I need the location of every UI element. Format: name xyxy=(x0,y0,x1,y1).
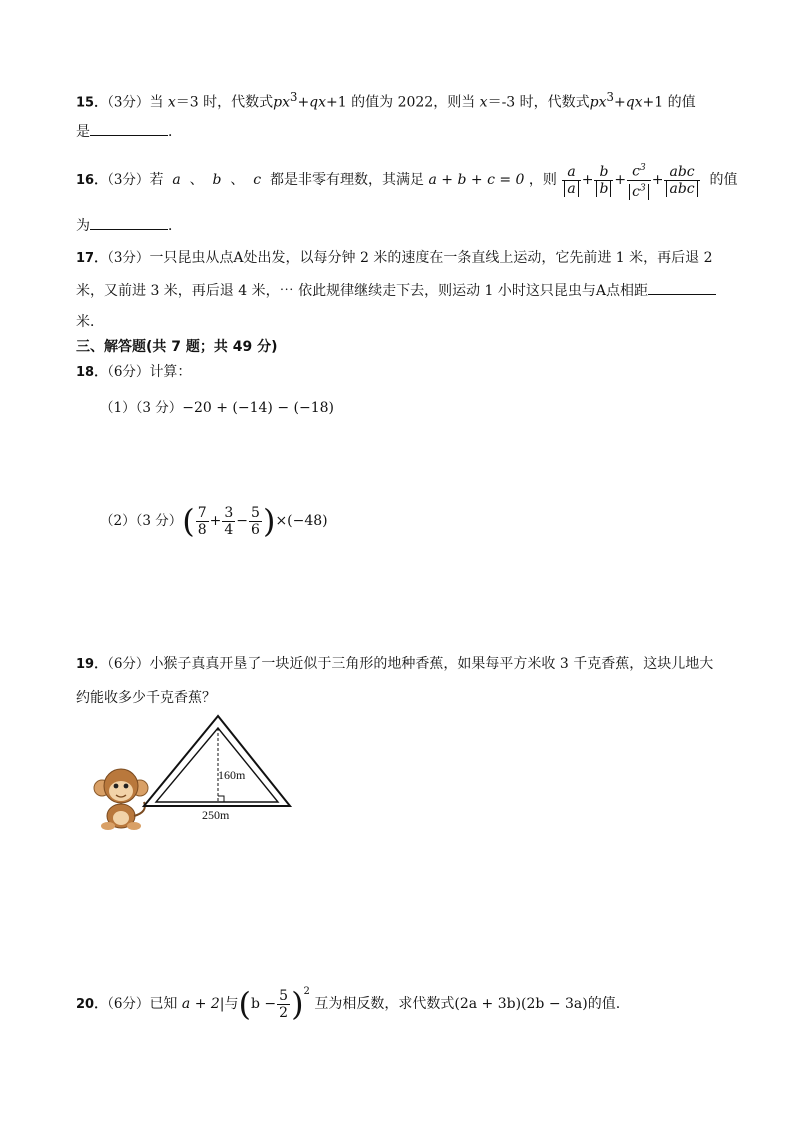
exponent: 3 xyxy=(290,90,298,104)
op-plus: + xyxy=(581,172,594,189)
question-number: 15． xyxy=(76,95,108,111)
question-text: 小猴子真真开垦了一块近似于三角形的地种香蕉，如果每平方米收 3 千克香蕉，这块儿地大 xyxy=(149,656,714,672)
fraction-b xyxy=(594,164,613,197)
fraction-5-6 xyxy=(249,505,262,538)
question-text: ，则 xyxy=(528,172,557,189)
answer-blank[interactable] xyxy=(90,228,168,230)
fraction-a xyxy=(562,164,580,197)
op-minus: − xyxy=(236,513,249,529)
exponent: 3 xyxy=(606,90,614,104)
question-text: 计算： xyxy=(149,364,192,380)
expr-op: + xyxy=(613,94,626,111)
fraction-abc xyxy=(664,164,699,197)
question-16-line-1 xyxy=(76,160,738,201)
expr-term: px xyxy=(589,94,607,111)
question-18-header xyxy=(76,362,191,383)
fraction-5-2 xyxy=(277,988,290,1021)
question-points: （6分） xyxy=(107,996,150,1012)
question-18-part-2 xyxy=(100,498,328,544)
question-text: 的值 xyxy=(667,94,696,111)
denominator: b xyxy=(596,181,611,197)
part-label: （2）（3 分） xyxy=(100,513,183,529)
right-paren: ) xyxy=(262,502,276,540)
fraction-7-8 xyxy=(196,505,209,538)
part-label: （1）（3 分） xyxy=(100,400,183,416)
numerator: 5 xyxy=(279,987,289,1004)
base-label: 250m xyxy=(202,808,230,822)
left-paren: ( xyxy=(238,985,251,1023)
denominator: 4 xyxy=(224,521,234,538)
question-text: 互为相反数，求代数式(2a + 3b)(2b − 3a)的值. xyxy=(314,996,621,1012)
question-text: ＝-3 时，代数式 xyxy=(487,94,590,111)
denominator: 2 xyxy=(279,1004,289,1021)
question-text: 约能收多少千克香蕉？ xyxy=(76,690,216,706)
denominator: abc xyxy=(666,181,697,197)
numerator: b xyxy=(599,163,609,180)
question-text: 的值为 2022，则当 xyxy=(351,94,476,111)
left-paren: ( xyxy=(182,502,195,540)
numerator: 5 xyxy=(251,504,260,521)
denominator: c xyxy=(632,184,640,201)
var-b: b xyxy=(212,172,222,189)
question-text: 米． xyxy=(76,314,104,330)
numerator: 3 xyxy=(224,504,234,521)
exponent: 2 xyxy=(303,986,310,997)
separator: 、 xyxy=(189,172,204,189)
question-17-line-1 xyxy=(76,248,713,269)
question-points: （6分） xyxy=(107,656,150,672)
question-number: 18． xyxy=(76,365,108,380)
question-20-line: 20．（6分）已知 a + 2|与(b − $\frac{5}{2}$ )$^2$ 互为相反数，求代数式(2a + 3b)(2b − 3a)的值. xyxy=(76,985,621,1023)
op-plus: + xyxy=(614,172,627,189)
condition-expr: a + b + c = 0 xyxy=(428,172,525,189)
expr-op: + xyxy=(297,94,310,111)
question-19-line-1 xyxy=(76,654,713,675)
question-points: （3分） xyxy=(107,250,150,266)
exponent: 3 xyxy=(640,183,646,194)
triangle-inner xyxy=(156,728,278,802)
question-text: 若 xyxy=(149,172,164,189)
expr-term: +1 xyxy=(326,94,347,111)
op-plus: + xyxy=(209,513,222,529)
height-label: 160m xyxy=(218,768,246,782)
op-plus: + xyxy=(651,172,664,189)
question-17-line-2 xyxy=(76,281,716,301)
numerator: a xyxy=(567,163,576,180)
right-paren: ) xyxy=(291,985,304,1023)
question-text: 的值 xyxy=(709,172,738,189)
var-a: a xyxy=(172,172,181,189)
question-text: 是 xyxy=(76,124,90,140)
separator: 、 xyxy=(230,172,245,189)
fraction-3-4 xyxy=(222,505,235,538)
part-expression: −20 + (−14) − (−18) xyxy=(182,400,334,416)
question-19-line-2 xyxy=(76,688,216,708)
fraction-c xyxy=(627,160,651,200)
answer-blank[interactable] xyxy=(90,134,168,136)
answer-blank[interactable] xyxy=(648,293,716,295)
denominator: 6 xyxy=(251,521,260,538)
numerator: abc xyxy=(669,163,695,180)
part-expression: ×(−48) xyxy=(275,513,328,529)
var-x: x xyxy=(479,94,488,111)
question-text: 都是非零有理数，其满足 xyxy=(270,172,425,189)
section-heading: 三、解答题(共 7 题；共 49 分) xyxy=(76,339,278,355)
question-text: 当 xyxy=(149,94,164,111)
question-text: 为 xyxy=(76,218,90,234)
question-text: 与 xyxy=(224,996,239,1012)
numerator: c xyxy=(632,163,640,180)
var-c: c xyxy=(253,172,262,189)
expr-term: qx xyxy=(625,94,643,111)
expr-term: qx xyxy=(309,94,327,111)
var-x: x xyxy=(167,94,176,111)
question-16-line-2: 为 ． xyxy=(76,218,182,234)
numerator: 7 xyxy=(197,504,207,521)
exponent: 3 xyxy=(640,163,646,173)
paren-expression: b − xyxy=(250,996,277,1012)
question-number: 19． xyxy=(76,657,108,672)
question-15-line-2: 是 ． xyxy=(76,124,182,140)
question-17-line-3 xyxy=(76,312,104,332)
question-points: （6分） xyxy=(107,364,150,380)
question-number: 16． xyxy=(76,173,108,189)
question-15-line-1 xyxy=(76,87,696,114)
right-angle-mark xyxy=(218,796,224,802)
question-text: 一只昆虫从点A处出发，以每分钟 2 米的速度在一条直线上运动，它先前进 1 米，再后退 2 xyxy=(149,250,713,266)
question-number: 17． xyxy=(76,251,108,266)
question-text: 已知 xyxy=(149,996,178,1012)
expr-term: +1 xyxy=(642,94,664,111)
denominator: 8 xyxy=(197,521,207,538)
question-number: 20． xyxy=(76,997,108,1012)
question-points: （3分） xyxy=(107,172,150,189)
expr-term: px xyxy=(273,94,291,111)
question-18-part-1 xyxy=(100,398,334,418)
question-text: ＝3 时，代数式 xyxy=(175,94,274,111)
question-text: 米，又前进 3 米，再后退 4 米，⋯ 依此规律继续走下去，则运动 1 小时这只昆虫与A点相距 xyxy=(76,283,648,299)
abs-expression: a + 2 xyxy=(181,996,220,1012)
question-points: （3分） xyxy=(107,94,150,111)
denominator: a xyxy=(564,181,578,197)
